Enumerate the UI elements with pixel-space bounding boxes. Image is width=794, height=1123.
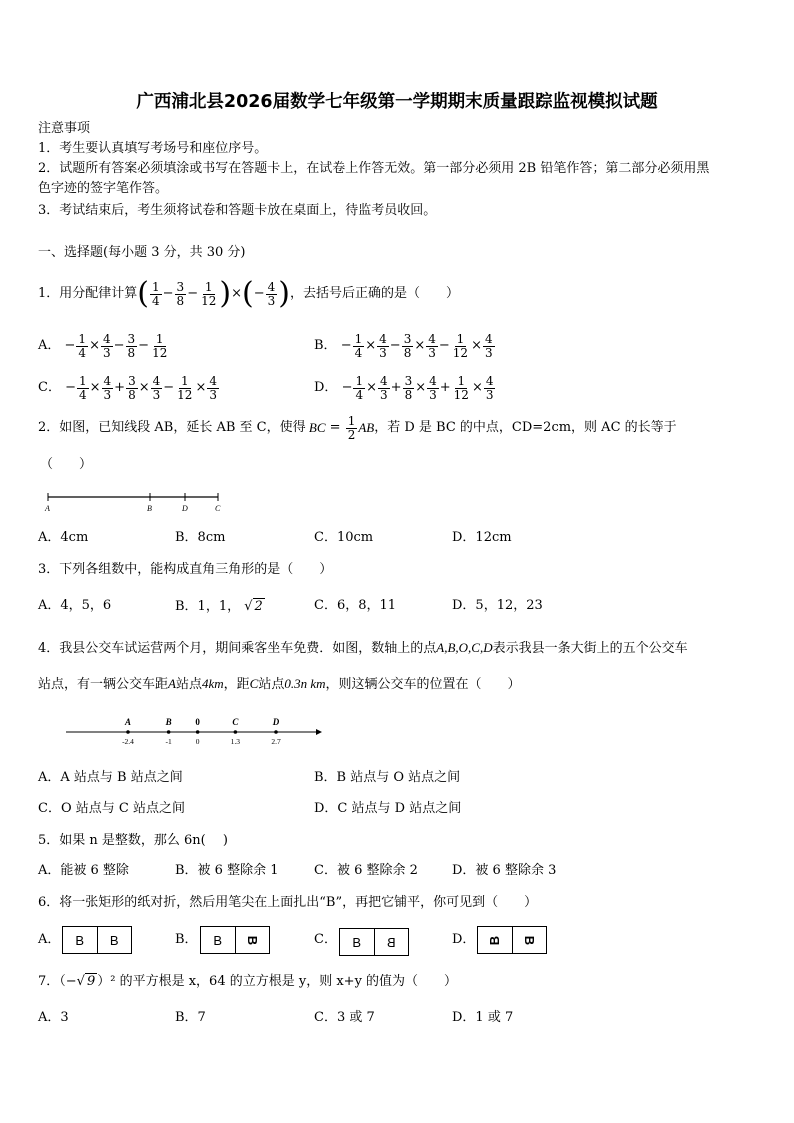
option-label: C．	[38, 380, 61, 395]
axis-value-label: 1.3	[230, 737, 241, 746]
fraction: $\frac{4}{3}$	[267, 279, 276, 308]
point-label: C	[215, 504, 221, 513]
rotated-letter: B	[487, 935, 503, 945]
q5-option-d[interactable]: D．被 6 整除余 3	[452, 863, 557, 878]
question-3: 3．下列各组数中，能构成直角三角形的是（ ）	[38, 562, 333, 577]
fraction: $\frac{1}{12}$	[201, 279, 217, 308]
q1-suffix: ，去括号后正确的是（ ）	[289, 286, 459, 301]
q1-option-c[interactable]: C． − $\frac{1}{4}$ × $\frac{4}{3}$ + $\frac{3}{8}$ × $\frac{4}{3}$ − $\frac{1}{12}$ × $\frac{4}{3}$	[38, 373, 217, 402]
q5-option-a[interactable]: A．能被 6 整除	[38, 863, 129, 878]
question-7: 7．（−√ 9 ）² 的平方根是 x，64 的立方根是 y，则 x+y 的值为（ ）	[38, 974, 458, 989]
axis-point-label: 0	[195, 717, 200, 727]
q6-option-a-label[interactable]: A．	[38, 932, 61, 947]
q7-option-c[interactable]: C．3 或 7	[314, 1010, 375, 1025]
q4-text: 站点	[258, 677, 285, 692]
q2-option-b[interactable]: B．8cm	[175, 530, 226, 545]
q6-option-b-figure[interactable]	[200, 926, 270, 954]
q6-option-c-figure[interactable]	[339, 928, 409, 956]
q7-option-a[interactable]: A．3	[38, 1010, 69, 1025]
fold-half-right	[374, 929, 409, 955]
axis-value-label: -2.4	[122, 737, 134, 746]
axis-point	[167, 730, 171, 734]
q6-option-c-label[interactable]: C．	[314, 932, 337, 947]
question-4-line1	[38, 640, 688, 657]
option-label: B．1，1，	[175, 599, 241, 614]
question-6: 6．将一张矩形的纸对折，然后用笔尖在上面扎出“B”，再把它铺平，你可见到（ ）	[38, 895, 538, 910]
question-4-line2: 站点，有一辆公交车距A站点4km，距C站点0.3n km，则这辆公交车的位置在（ ）	[38, 676, 521, 692]
axis-point	[196, 730, 200, 734]
notice-heading: 注意事项	[38, 121, 91, 136]
number-line	[60, 713, 325, 749]
question-5: 5．如果 n 是整数，那么 6n( )	[38, 833, 228, 848]
q4-text: 站点	[175, 677, 202, 692]
axis-value-label: 0	[195, 737, 200, 746]
q2-text: 2．如图，已知线段 AB，延长 AB 至 C，使得	[38, 420, 306, 435]
q3-option-d[interactable]: D．5，12，23	[452, 598, 543, 613]
axis-point-label: B	[165, 717, 172, 727]
q1-option-a[interactable]: A． − $\frac{1}{4}$ × $\frac{4}{3}$ − $\frac{3}{8}$ − $\frac{1}{12}$	[38, 331, 168, 360]
option-label: B．	[314, 338, 337, 353]
q4-option-b[interactable]: B．B 站点与 O 站点之间	[314, 770, 461, 785]
axis-value-label: 2.7	[271, 737, 281, 746]
point-label: A	[45, 504, 50, 513]
fold-half-left: B	[75, 932, 85, 948]
fold-half-right: B	[97, 927, 132, 953]
fold-half-left: B	[213, 932, 223, 948]
q6-option-b-label[interactable]: B．	[175, 932, 198, 947]
fraction: $\frac{3}{8}$	[176, 279, 185, 308]
fold-half-right	[235, 927, 270, 953]
notice-item: 2．试题所有答案必须填涂或书写在答题卡上，在试卷上作答无效。第一部分必须用 2B 铅笔作答；第二部分必须用黑	[38, 161, 710, 176]
paren-right: )	[219, 276, 232, 311]
fold-half-left	[478, 927, 512, 953]
rotated-letter: B	[521, 935, 537, 945]
q3-option-c[interactable]: C．6，8，11	[314, 598, 397, 613]
q2-option-a[interactable]: A．4cm	[38, 530, 89, 545]
fold-half-right	[512, 927, 547, 953]
q2-option-d[interactable]: D．12cm	[452, 530, 512, 545]
q4-option-d[interactable]: D．C 站点与 D 站点之间	[314, 801, 462, 816]
q6-option-d-figure[interactable]	[477, 926, 547, 954]
page-title: 广西浦北县2026届数学七年级第一学期期末质量跟踪监视模拟试题	[136, 92, 658, 112]
paren-left: (	[137, 276, 149, 311]
segment-figure	[40, 490, 230, 514]
notice-item: 1．考生要认真填写考场号和座位序号。	[38, 141, 268, 156]
q3-option-b[interactable]: B．1，1， √ 2	[175, 599, 263, 614]
q4-distance: 0.3n km	[284, 676, 326, 691]
q6-option-d-label[interactable]: D．	[452, 932, 476, 947]
axis-point-label: A	[124, 717, 132, 727]
question-2: 2．如图，已知线段 AB，延长 AB 至 C，使得 BC = $\frac{1}{2}$ AB ，若 D 是 BC 的中点，CD=2cm，则 AC 的长等于	[38, 413, 677, 442]
sqrt-radicand: 2	[254, 599, 263, 614]
q5-option-b[interactable]: B．被 6 整除余 1	[175, 863, 279, 878]
q1-prefix: 1．用分配律计算	[38, 286, 138, 301]
q7-option-d[interactable]: D．1 或 7	[452, 1010, 514, 1025]
point-label: B	[147, 504, 152, 513]
q6-option-a-figure[interactable]	[62, 926, 132, 954]
arrow-head	[316, 729, 322, 735]
notice-item: 3．考试结束后，考生须将试卷和答题卡放在桌面上，待监考员收回。	[38, 203, 437, 218]
q7-option-b[interactable]: B．7	[175, 1010, 206, 1025]
axis-value-label: -1	[165, 737, 172, 746]
question-1: 1．用分配律计算 ( $\frac{1}{4}$ − $\frac{3}{8}$ − $\frac{1}{12}$ ) × ( − $\frac{4}{3}$ ) ，去括号后正确的是（ ）	[38, 276, 459, 311]
q4-text: 4．我县公交车试运营两个月，期间乘客坐车免费．如图，数轴上的点	[38, 641, 437, 656]
q5-option-c[interactable]: C．被 6 整除余 2	[314, 863, 418, 878]
q7-text: ）² 的平方根是 x，64 的立方根是 y，则 x+y 的值为（ ）	[97, 974, 458, 989]
q2-option-c[interactable]: C．10cm	[314, 530, 374, 545]
q4-text: ，则这辆公交车的位置在（ ）	[325, 677, 521, 692]
q4-text: 站点，有一辆公交车距	[38, 677, 169, 692]
q3-option-a[interactable]: A．4，5，6	[38, 598, 112, 613]
q4-option-c[interactable]: C．O 站点与 C 站点之间	[38, 801, 185, 816]
axis-point-label: C	[232, 717, 239, 727]
fraction: $\frac{1}{4}$	[152, 279, 160, 308]
rotated-letter: B	[244, 935, 260, 945]
section-heading: 一、选择题(每小题 3 分，共 30 分)	[38, 245, 246, 260]
paren-left: (	[242, 276, 254, 311]
q4-option-a[interactable]: A．A 站点与 B 站点之间	[38, 770, 183, 785]
mirrored-letter: B	[386, 934, 396, 950]
q4-distance: 4km	[201, 676, 224, 691]
q7-text: 7．（−	[38, 974, 77, 989]
q4-text: 表示我县一条大街上的五个公交车	[492, 641, 688, 656]
q4-points: A,B,O,C,D	[436, 640, 493, 655]
q1-option-b[interactable]: B． − $\frac{1}{4}$ × $\frac{4}{3}$ − $\frac{3}{8}$ × $\frac{4}{3}$ − $\frac{1}{12}$ × $\frac{4}{3}$	[314, 331, 493, 360]
option-label: A．	[38, 338, 61, 353]
fold-half-left: B	[352, 934, 362, 950]
axis-point	[126, 730, 130, 734]
q4-text: ，距	[223, 677, 250, 692]
q2-text: ，若 D 是 BC 的中点，CD=2cm，则 AC 的长等于	[374, 420, 677, 435]
notice-item: 色字迹的签字笔作答。	[38, 181, 169, 196]
axis-point	[274, 730, 278, 734]
option-label: D．	[314, 380, 338, 395]
sqrt-radicand: 9	[86, 974, 96, 989]
q1-option-d[interactable]: D． − $\frac{1}{4}$ × $\frac{4}{3}$ + $\frac{3}{8}$ × $\frac{4}{3}$ + $\frac{1}{12}$ × $\frac{4}{3}$	[314, 373, 494, 402]
point-label: D	[182, 504, 188, 513]
paren-right: )	[278, 276, 290, 311]
axis-point	[234, 730, 238, 734]
answer-paren: （ ）	[40, 457, 93, 472]
axis-point-label: D	[272, 717, 280, 727]
